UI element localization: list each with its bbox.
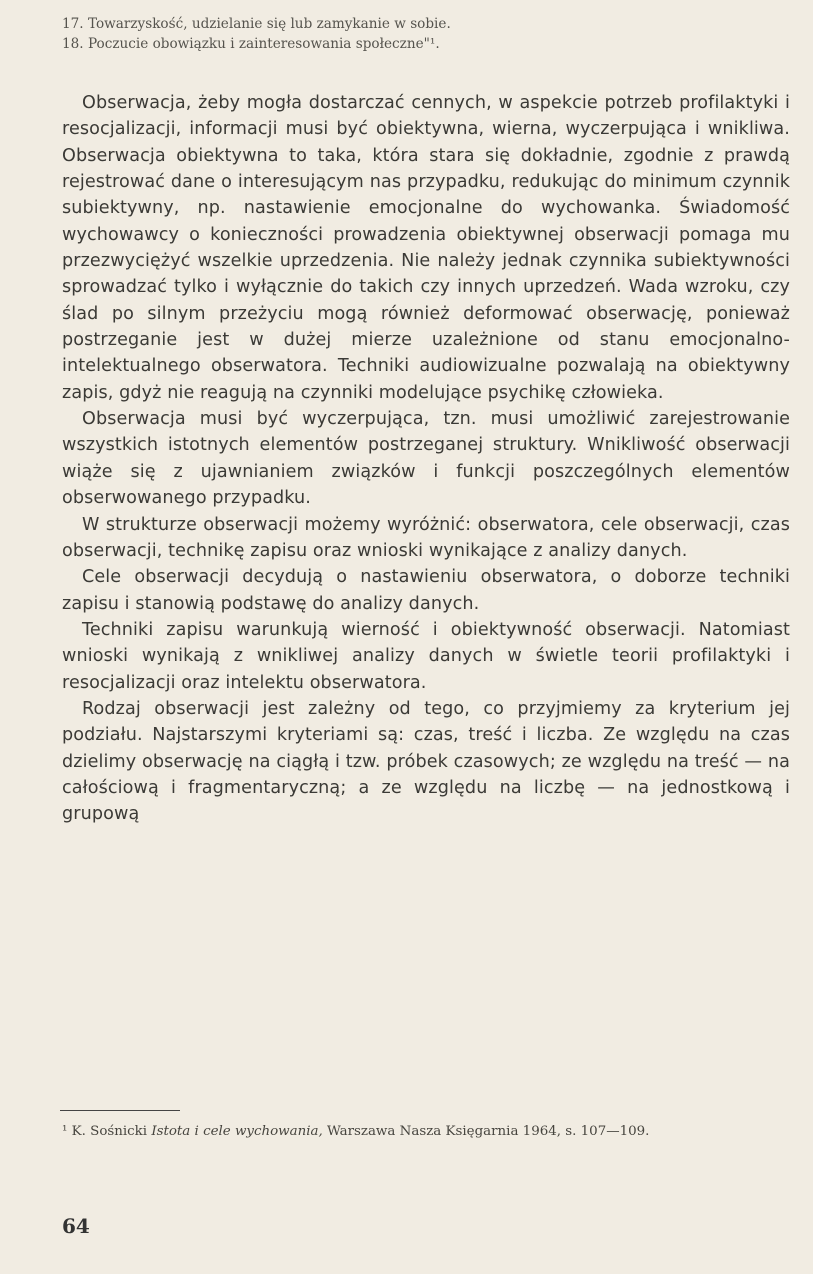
footnote	[62, 1122, 784, 1142]
paragraph: W strukturze obserwacji możemy wyróżnić: obserwatora, cele obserwacji, czas obserwacji, technikę zapisu oraz wnioski wynikające z analizy danych.	[62, 514, 790, 561]
paragraph: Obserwacja, żeby mogła dostarczać cennych, w aspekcie potrzeb profilaktyki i resocjalizacji, informacji musi być obiektywna, wierna, wyczerpująca i wnikliwa. Obserwacja obiektywna to taka, która stara się dokładnie, zgodnie z prawdą rejestrować dane o interesującym nas przypadku, redukując do minimum czynnik subiektywny, np. nastawienie emocjonalne do wychowanka. Świadomość wychowawcy o konieczności prowadzenia obiektywnej obserwacji pomaga mu przezwyciężyć wszelkie uprzedzenia. Nie należy jednak czynnika subiektywności sprowadzać tylko i wyłącznie do takich czy innych uprzedzeń. Wada wzroku, czy ślad po silnym przeżyciu mogą również deformować obserwację, ponieważ postrzeganie jest w dużej mierze uzależnione od stanu emocjonalno-intelektualnego obserwatora. Techniki audiowizualne pozwalają na obiektywny zapis, gdyż nie reagują na czynniki modelujące psychikę człowieka.	[62, 93, 790, 403]
footnote-title: Istota i cele wychowania,	[151, 1124, 323, 1139]
page-number: 64	[62, 1214, 90, 1238]
list-item: 17. Towarzyskość, udzielanie się lub zamykanie w sobie.	[62, 16, 451, 32]
footnote-author: ¹ K. Sośnicki	[62, 1124, 152, 1139]
numbered-list	[62, 14, 762, 54]
paragraph: Cele obserwacji decydują o nastawieniu obserwatora, o doborze techniki zapisu i stanowią podstawę do analizy danych.	[62, 567, 790, 614]
footnote-divider	[60, 1110, 180, 1111]
body-text	[62, 90, 790, 828]
list-item: 18. Poczucie obowiązku i zainteresowania społeczne"¹.	[62, 36, 440, 52]
footnote-publication: Warszawa Nasza Księgarnia 1964, s. 107—109.	[322, 1124, 650, 1139]
paragraph: Rodzaj obserwacji jest zależny od tego, co przyjmiemy za kryterium jej podziału. Najstarszymi kryteriami są: czas, treść i liczba. Ze względu na czas dzielimy obserwację na ciągłą i tzw. próbek czasowych; ze względu na treść — na całościową i fragmentaryczną; a ze względu na liczbę — na jednostkową i grupową	[62, 698, 790, 825]
paragraph: Techniki zapisu warunkują wierność i obiektywność obserwacji. Natomiast wnioski wynikają z wnikliwej analizy danych w świetle teorii profilaktyki i resocjalizacji oraz intelektu obserwatora.	[62, 619, 790, 693]
paragraph: Obserwacja musi być wyczerpująca, tzn. musi umożliwić zarejestrowanie wszystkich istotnych elementów postrzeganej struktury. Wnikliwość obserwacji wiąże się z ujawnianiem związków i funkcji poszczególnych elementów obserwowanego przypadku.	[62, 409, 790, 509]
